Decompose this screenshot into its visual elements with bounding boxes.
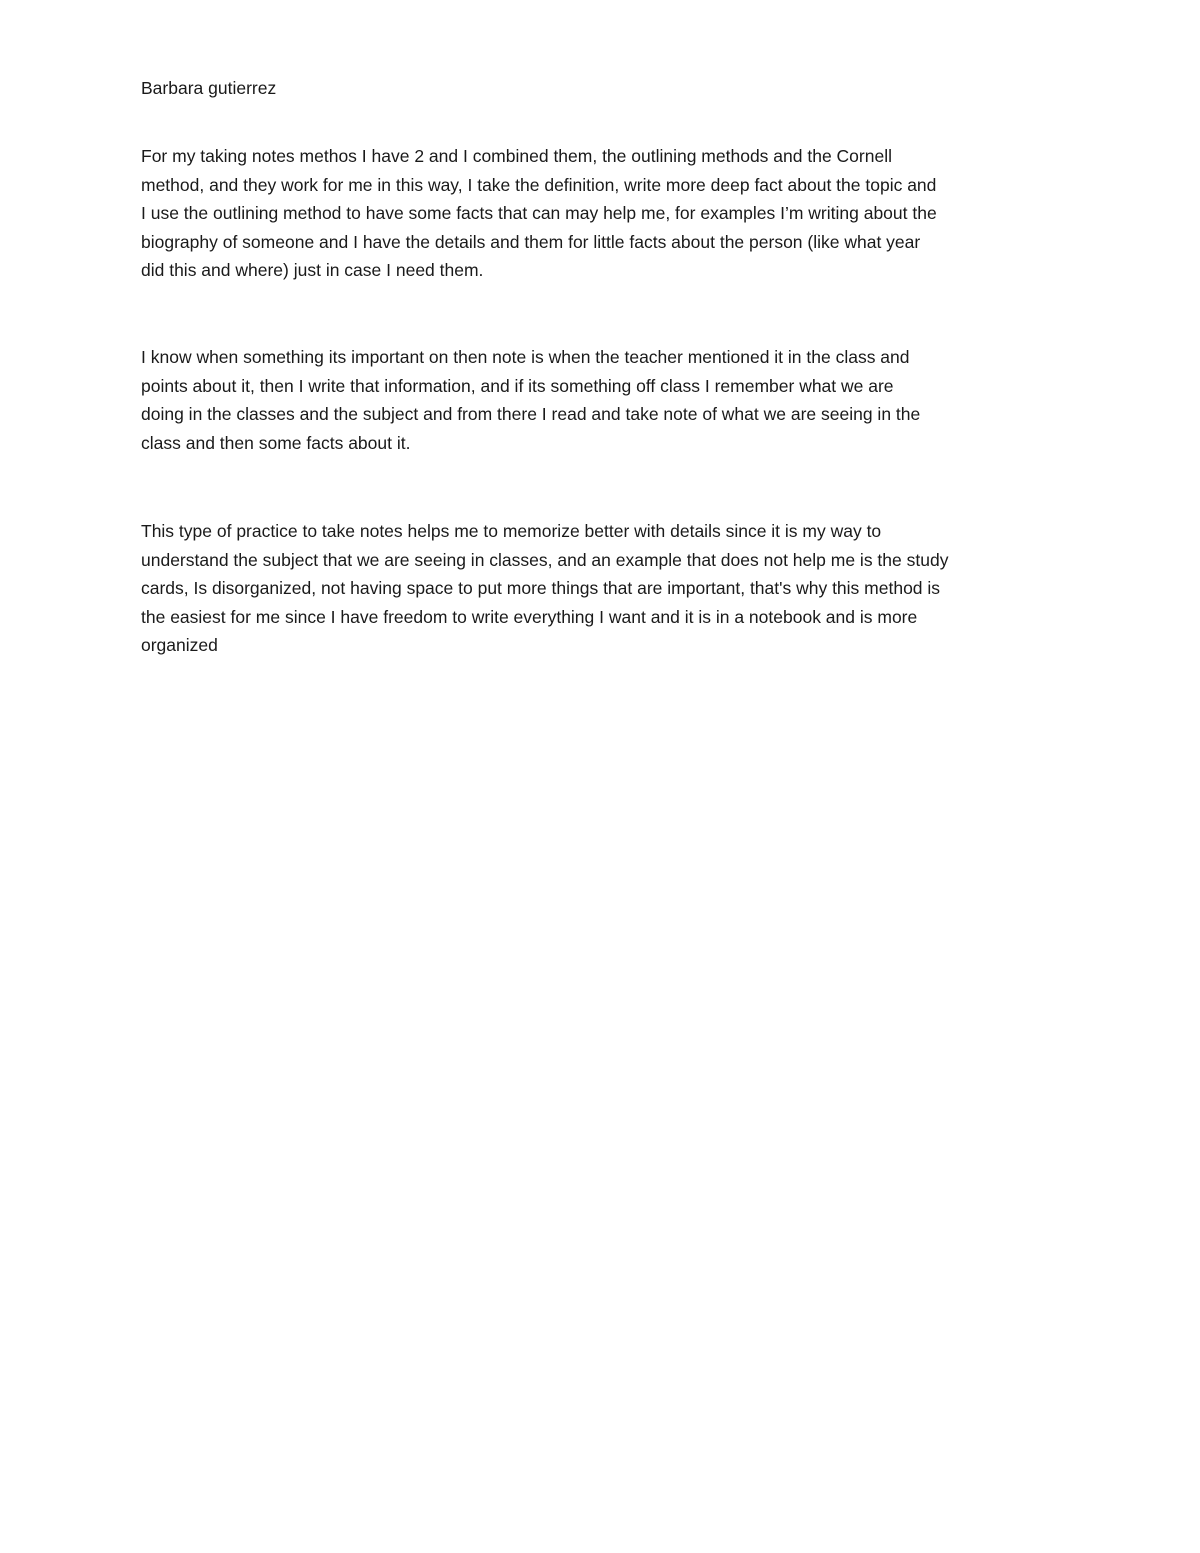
text-line: did this and where) just in case I need them. bbox=[141, 260, 484, 280]
text-line: I know when something its important on then note is when the teacher mentioned it in the class and bbox=[141, 347, 910, 367]
paragraph-note-methods bbox=[141, 142, 1071, 285]
text-line: the easiest for me since I have freedom to write everything I want and it is in a notebook and is more bbox=[141, 606, 918, 627]
text-line: class and then some facts about it. bbox=[141, 432, 411, 453]
text-line: points about it, then I write that information, and if its something off class I remember what we are bbox=[141, 375, 894, 396]
text-line: For my taking notes methos I have 2 and I combined them, the outlining methods and the Cornell bbox=[141, 146, 892, 166]
author-name: Barbara gutierrez bbox=[141, 78, 277, 98]
text-line: doing in the classes and the subject and from there I read and take note of what we are seeing in the bbox=[141, 404, 921, 424]
text-line: I use the outlining method to have some facts that can may help me, for examples I’m writing about the bbox=[141, 203, 937, 223]
text-line: organized bbox=[141, 635, 218, 655]
paragraph-importance bbox=[141, 343, 1071, 457]
text-line: method, and they work for me in this way, I take the definition, write more deep fact about the topic and bbox=[141, 174, 937, 195]
text-line: biography of someone and I have the details and them for little facts about the person (like what year bbox=[141, 231, 921, 252]
text-line: understand the subject that we are seeing in classes, and an example that does not help me is the study bbox=[141, 549, 949, 570]
text-line: This type of practice to take notes helps me to memorize better with details since it is my way to bbox=[141, 521, 882, 541]
text-line: cards, Is disorganized, not having space to put more things that are important, that's why this method is bbox=[141, 578, 941, 598]
paragraph-practice bbox=[141, 517, 1071, 660]
